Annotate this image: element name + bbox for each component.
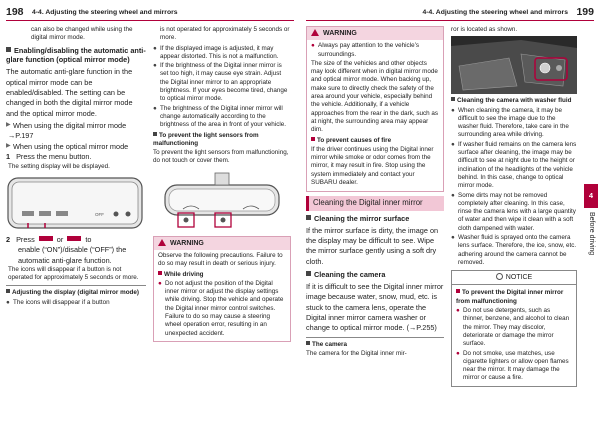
right-arrow-icon bbox=[56, 211, 68, 216]
when-optical-item: ▶ When using the optical mirror mode bbox=[6, 141, 129, 151]
square-bullet-icon bbox=[306, 215, 311, 220]
left-section-title: 4-4. Adjusting the steering wheel and mirrors bbox=[32, 9, 178, 16]
square-bullet-icon bbox=[6, 289, 10, 293]
cont-text: is not operated for approximately 5 seconds or more. bbox=[160, 26, 290, 42]
list-item: ● If the displayed image is adjusted, it may appear distorted. This is not a malfunction. bbox=[153, 44, 279, 60]
square-bullet-icon bbox=[6, 47, 11, 52]
square-bullet-icon bbox=[306, 341, 310, 345]
notice-box bbox=[451, 270, 577, 387]
display-bullet: ● The icons will disappear if a button bbox=[6, 298, 110, 306]
left-button-icon bbox=[39, 236, 53, 241]
bullet-dot-icon: ● bbox=[456, 307, 460, 315]
camera-location-illustration bbox=[451, 36, 577, 94]
warning-intro: Observe the following precautions. Failure to do so may result in death or serious injury. bbox=[158, 251, 283, 268]
warning-box-left bbox=[153, 236, 291, 342]
square-bullet-icon bbox=[311, 137, 315, 141]
washer-nozzle-icon bbox=[556, 65, 562, 71]
fire-heading: To prevent causes of fire bbox=[311, 137, 439, 145]
bullet-dot-icon: ● bbox=[456, 349, 460, 357]
square-bullet-icon bbox=[153, 132, 157, 136]
cleaning-section-title: Cleaning the Digital inner mirror bbox=[306, 196, 444, 211]
camera-lens-icon bbox=[540, 63, 550, 73]
while-driving-heading: While driving bbox=[158, 271, 286, 279]
bullet-dot-icon: ● bbox=[153, 44, 157, 52]
left-arrow-icon bbox=[39, 211, 51, 216]
camera-heading: The camera bbox=[306, 341, 444, 349]
bullet-dot-icon: ● bbox=[6, 298, 10, 306]
left-page-number: 198 bbox=[6, 6, 24, 18]
off-label-icon: OFF bbox=[95, 211, 104, 217]
list-item: ● If the brightness of the Digital inner mirror is set too high, it may cause eye strain. Adjust the Digital inner mirror to an appropriate brightness. If your eyes become tired, change to optical mirror mode. bbox=[153, 62, 288, 103]
sensor-icon bbox=[114, 211, 119, 216]
cont-text: ror is located as shown. bbox=[451, 26, 518, 33]
antiglare-text: The automatic anti-glare function in the optical mirror mode can be enabled/disabled. The setting can be changed in both the digital mirror mode and the optical mirror mode. bbox=[6, 67, 133, 118]
notice-icon bbox=[496, 273, 503, 280]
square-bullet-icon bbox=[451, 97, 455, 101]
step-1: 1 Press the menu button. bbox=[6, 152, 92, 162]
bullet-dot-icon: ● bbox=[451, 234, 455, 242]
square-bullet-icon bbox=[306, 271, 311, 276]
clean-camera-heading: Cleaning the camera bbox=[306, 270, 444, 280]
list-item: ● Do not smoke, use matches, use cigarette lighters or allow open flames near the mirror. It may damage the mirror or cause a fire. bbox=[456, 349, 569, 382]
right-column-2 bbox=[451, 26, 577, 387]
clean-camera-text: If it is difficult to see the Digital inner mirror image because water, snow, mud, etc. is stuck to the camera lens, operate the Digital inner mirror camera washer or change to optical mirror mode. (→P.255) bbox=[306, 281, 444, 333]
square-bullet-icon bbox=[456, 289, 460, 293]
clean-surface-heading: Cleaning the mirror surface bbox=[306, 214, 444, 224]
menu-icon bbox=[22, 211, 34, 216]
list-item: ● The brightness of the Digital inner mirror will change automatically according to the brightness of the area in front of your vehicle. bbox=[153, 104, 287, 129]
sensor-icon bbox=[221, 217, 226, 222]
warning-body bbox=[154, 250, 290, 341]
left-column-2 bbox=[153, 26, 291, 342]
display-heading: Adjusting the display (digital mirror mode) bbox=[6, 289, 146, 297]
divider bbox=[306, 337, 444, 338]
notice-heading: To prevent the Digital inner mirror from malfunctioning bbox=[456, 289, 564, 305]
bullet-dot-icon: ● bbox=[153, 104, 157, 112]
washer-heading: Cleaning the camera with washer fluid bbox=[451, 97, 577, 105]
list-item: ● Do not adjust the position of the Digital inner mirror or adjust the display settings while driving. Stop the vehicle and operate the Digital inner mirror control switches. Failure to do so may cause a steering wheel operation error, resulting in an unexpected accident. bbox=[158, 279, 284, 337]
right-page-number: 199 bbox=[576, 6, 594, 18]
warning-header: WARNING bbox=[307, 27, 443, 40]
bullet-dot-icon: ● bbox=[158, 279, 162, 287]
step-2-text: enable (“ON”)/disable (“OFF”) the automatic anti-glare function. bbox=[18, 245, 127, 265]
camera-text: The camera for the Digital inner mir- bbox=[306, 350, 407, 358]
chapter-tab[interactable]: 4 bbox=[584, 184, 598, 208]
bullet-dot-icon: ● bbox=[451, 106, 455, 114]
warning-header: WARNING bbox=[154, 237, 290, 250]
warning-triangle-icon bbox=[158, 239, 166, 246]
triangle-bullet-icon: ▶ bbox=[6, 142, 11, 149]
step-2: 2 Press or to bbox=[6, 234, 92, 244]
right-page-header bbox=[306, 6, 594, 21]
warning-triangle-icon bbox=[311, 29, 319, 36]
right-button-icon bbox=[67, 236, 81, 241]
intro-text: can also be changed while using the digital mirror mode. bbox=[31, 26, 133, 42]
bullet-dot-icon: ● bbox=[451, 140, 455, 148]
square-bullet-icon bbox=[158, 271, 162, 275]
list-item: ● Do not use detergents, such as thinner, benzene, and alcohol to clean the mirror. They may discolor, deteriorate or damage the mirror surface. bbox=[456, 307, 570, 348]
prevent-heading: To prevent the light sensors from malfunctioning bbox=[153, 131, 259, 147]
chapter-tab-label: Before driving bbox=[588, 212, 595, 256]
warning-text: The size of the vehicles and other objects may look different when in digital mirror mode and optical mirror mode. When backing up, make sure to directly check the safety of the area around your vehicle, especially behind the vehicle. Additionally, if a vehicle approaches from the rear in the dark, such as at night, the surrounding area may appear dim. bbox=[311, 59, 439, 134]
step-1-note: The setting display will be displayed. bbox=[8, 162, 110, 170]
right-column-1 bbox=[306, 26, 444, 360]
sensor-icon bbox=[126, 211, 131, 216]
antiglare-heading: Enabling/disabling the automatic anti-glare function (optical mirror mode) bbox=[6, 45, 146, 65]
bullet-dot-icon: ● bbox=[451, 191, 455, 199]
left-column-1 bbox=[6, 26, 146, 308]
light-sensor-illustration bbox=[153, 169, 291, 233]
list-item: ● Some dirts may not be removed completely after cleaning. In this case, rinse the camera lens with a large quantity of water and then wipe it clean with a soft cloth dampened with water. bbox=[451, 191, 576, 232]
prevent-text: To prevent the light sensors from malfunctioning, do not touch or cover them. bbox=[153, 149, 289, 165]
warning-box-right bbox=[306, 26, 444, 192]
triangle-bullet-icon: ▶ bbox=[6, 122, 11, 129]
list-item: ● Always pay attention to the vehicle’s surroundings. bbox=[311, 42, 420, 58]
page-ref-197[interactable]: →P.197 bbox=[8, 131, 34, 141]
left-page-header bbox=[6, 6, 294, 21]
divider bbox=[6, 285, 146, 286]
bullet-dot-icon: ● bbox=[311, 42, 315, 50]
bullet-dot-icon: ● bbox=[153, 62, 157, 70]
list-item: ● If washer fluid remains on the camera lens surface after cleaning, the image may be difficult to see at night due to the height or inclination of the headlights of the vehicle behind. In this case, change to optical mirror mode. bbox=[451, 140, 577, 190]
mirror-menu-illustration bbox=[6, 175, 146, 231]
when-digital-item: ▶ When using the digital mirror mode bbox=[6, 121, 127, 131]
icons-note: The icons will disappear if a button is not operated for approximately 5 seconds or more. bbox=[8, 265, 139, 282]
notice-header: NOTICE bbox=[452, 271, 576, 285]
sensor-icon bbox=[184, 217, 189, 222]
fire-text: If the driver continues using the Digital inner mirror while smoke or odor comes from the mirror, it may result in fire. Stop using the system immediately and contact your SUBARU dealer. bbox=[311, 145, 434, 186]
list-item: ● Washer fluid is sprayed onto the camera lens surface. Therefore, the ice, snow, etc. adhering around the camera cannot be removed. bbox=[451, 234, 577, 266]
right-section-title: 4-4. Adjusting the steering wheel and mirrors bbox=[422, 9, 568, 16]
clean-surface-text: If the mirror surface is dirty, the image on the display may be difficult to see. Wipe the mirror surface gently using a soft dry cloth. bbox=[306, 225, 439, 266]
notice-body bbox=[452, 285, 576, 385]
list-item: ● When cleaning the camera, it may be difficult to see the image due to the washer fluid. Therefore, take care in the surrounding area while driving. bbox=[451, 106, 569, 139]
warning-body bbox=[307, 40, 443, 191]
